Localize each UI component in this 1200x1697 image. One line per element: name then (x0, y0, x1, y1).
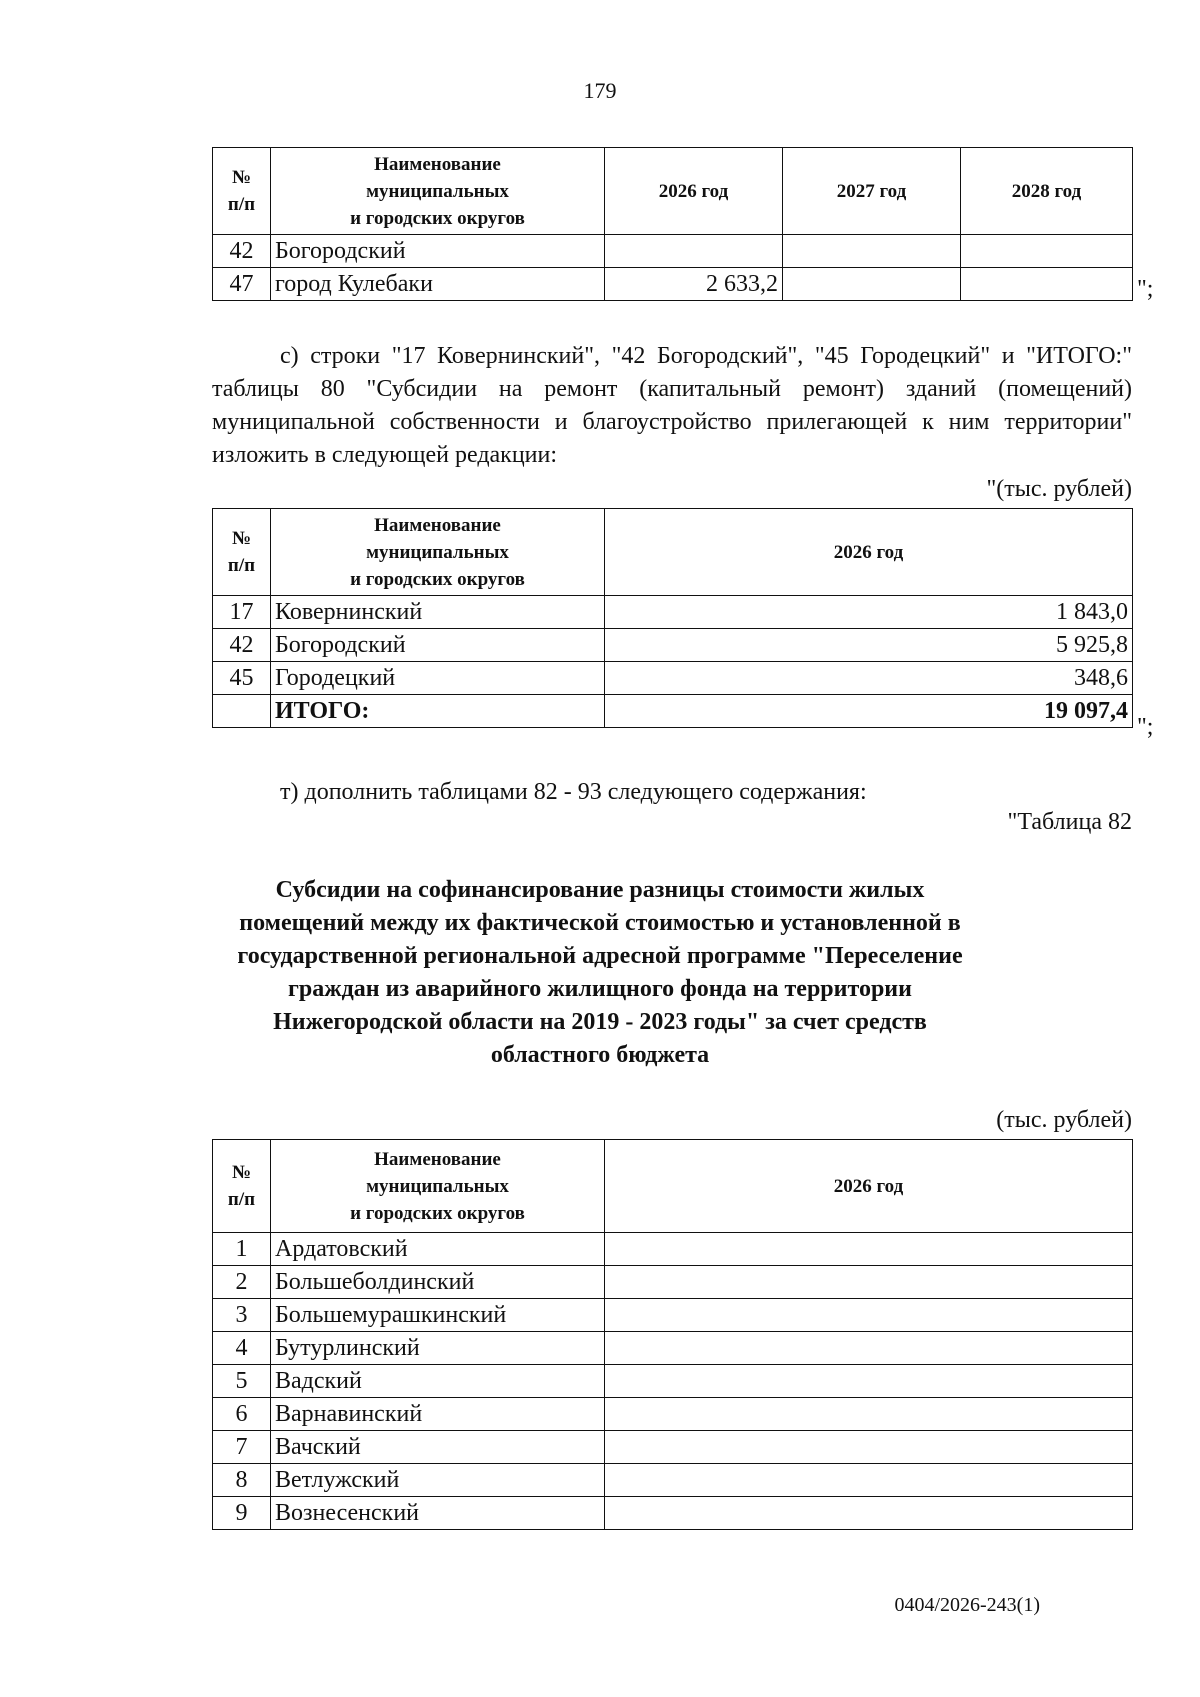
row-number: 42 (213, 629, 271, 662)
table-row (213, 1233, 1133, 1266)
table-row (213, 662, 1133, 695)
row-number: 3 (213, 1299, 271, 1332)
table-label: "Таблица 82 (1007, 809, 1132, 835)
paragraph-c: с) строки "17 Ковернинский", "42 Богородский", "45 Городецкий" и "ИТОГО:" таблицы 80 "Субсидии на ремонт (капитальный ремонт) зданий (помещений) муниципальной собственности и благоустройство прилегающей к ним территории" изложить в следующей редакции: (212, 343, 1132, 468)
row-number: 5 (213, 1365, 271, 1398)
row-value (605, 235, 783, 268)
row-value (605, 1497, 1133, 1530)
total-value: 19 097,4 (605, 695, 1133, 728)
table-header-row (213, 1140, 1133, 1233)
table-row (213, 1332, 1133, 1365)
table-row (213, 1431, 1133, 1464)
row-value (783, 268, 961, 301)
table-header-row (213, 148, 1133, 235)
header-num: № п/п (213, 1140, 271, 1233)
paragraph-t: т) дополнить таблицами 82 - 93 следующего содержания: (280, 779, 867, 805)
page-number: 179 (583, 78, 617, 103)
table-82-title: Субсидии на софинансирование разницы стоимости жилых помещений между их фактической стоимостью и установленной в государственной региональной адресной программе "Переселение граждан из аварийного жилищного фонда на территории Нижегородской области на 2019 - 2023 годы" за счет средств областного бюджета (237, 877, 963, 1068)
row-value (605, 1365, 1133, 1398)
row-value (783, 235, 961, 268)
table-row (213, 1266, 1133, 1299)
table-header-row (213, 509, 1133, 596)
closing-quote: "; (1137, 714, 1154, 740)
header-name: Наименование муниципальных и городских округов (271, 148, 605, 235)
row-value (605, 1398, 1133, 1431)
header-year: 2028 год (961, 148, 1133, 235)
row-number: 42 (213, 235, 271, 268)
header-num: № п/п (213, 509, 271, 596)
row-value: 348,6 (605, 662, 1133, 695)
row-name: Большеболдинский (271, 1266, 605, 1299)
table-row (213, 596, 1133, 629)
table-row (213, 1497, 1133, 1530)
header-num: № п/п (213, 148, 271, 235)
header-year: 2026 год (605, 1140, 1133, 1233)
row-name: Вачский (271, 1431, 605, 1464)
row-number (213, 695, 271, 728)
total-label: ИТОГО: (271, 695, 605, 728)
row-number: 6 (213, 1398, 271, 1431)
table-row (213, 1398, 1133, 1431)
header-year: 2026 год (605, 509, 1133, 596)
units-label: (тыс. рублей) (996, 1107, 1132, 1133)
row-number: 47 (213, 268, 271, 301)
units-label: "(тыс. рублей) (986, 476, 1132, 502)
row-name: Варнавинский (271, 1398, 605, 1431)
row-name: Ковернинский (271, 596, 605, 629)
row-name: Богородский (271, 629, 605, 662)
row-value (605, 1332, 1133, 1365)
row-number: 4 (213, 1332, 271, 1365)
row-number: 17 (213, 596, 271, 629)
row-number: 9 (213, 1497, 271, 1530)
header-name: Наименование муниципальных и городских округов (271, 1140, 605, 1233)
row-number: 1 (213, 1233, 271, 1266)
row-number: 45 (213, 662, 271, 695)
row-value (605, 1299, 1133, 1332)
row-name: город Кулебаки (271, 268, 605, 301)
row-name: Вознесенский (271, 1497, 605, 1530)
row-value (605, 1431, 1133, 1464)
table-row (213, 629, 1133, 662)
table-row (213, 1365, 1133, 1398)
row-value: 2 633,2 (605, 268, 783, 301)
row-name: Большемурашкинский (271, 1299, 605, 1332)
row-name: Ветлужский (271, 1464, 605, 1497)
row-name: Городецкий (271, 662, 605, 695)
row-value (605, 1266, 1133, 1299)
row-value: 1 843,0 (605, 596, 1133, 629)
row-value (961, 235, 1133, 268)
table-total-row (213, 695, 1133, 728)
row-name: Бутурлинский (271, 1332, 605, 1365)
header-name: Наименование муниципальных и городских округов (271, 509, 605, 596)
table-79-excerpt (212, 147, 1133, 301)
table-row (213, 1464, 1133, 1497)
row-value (605, 1233, 1133, 1266)
header-year: 2026 год (605, 148, 783, 235)
closing-quote: "; (1137, 276, 1154, 302)
row-value: 5 925,8 (605, 629, 1133, 662)
row-value (605, 1464, 1133, 1497)
row-name: Богородский (271, 235, 605, 268)
row-number: 8 (213, 1464, 271, 1497)
row-number: 2 (213, 1266, 271, 1299)
row-value (961, 268, 1133, 301)
row-name: Ардатовский (271, 1233, 605, 1266)
table-80-excerpt (212, 508, 1133, 728)
table-row (213, 235, 1133, 268)
document-number: 0404/2026-243(1) (894, 1594, 1040, 1616)
row-number: 7 (213, 1431, 271, 1464)
table-row (213, 1299, 1133, 1332)
header-year: 2027 год (783, 148, 961, 235)
table-row (213, 268, 1133, 301)
table-82 (212, 1139, 1133, 1530)
row-name: Вадский (271, 1365, 605, 1398)
